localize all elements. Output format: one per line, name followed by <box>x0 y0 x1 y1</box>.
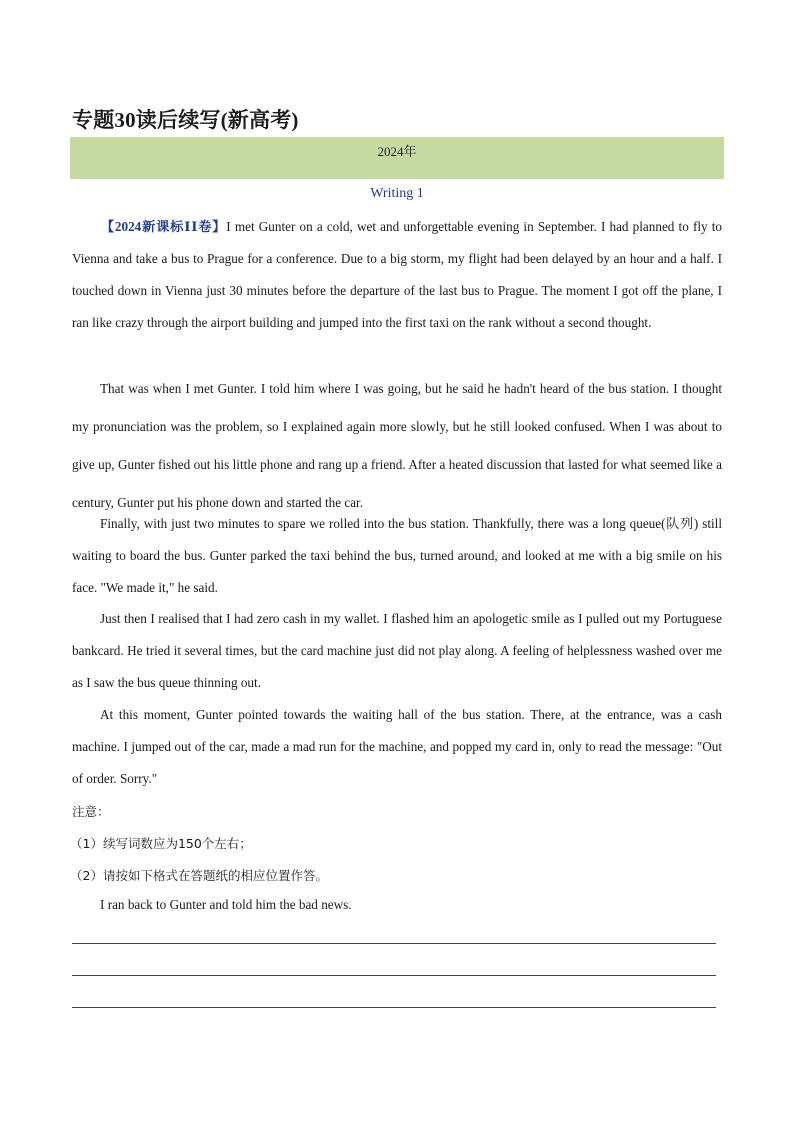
answer-line-1[interactable] <box>72 943 716 944</box>
passage-paragraph-3 <box>72 508 722 604</box>
source-tag: 【2024新课标ⅠⅠ卷】 <box>100 219 227 234</box>
passage-paragraph-4 <box>72 603 722 699</box>
paragraph-1-text: I met Gunter on a cold, wet and unforgettable evening in September. I had planned to fly to Vienna and take a bus to Prague for a conference. Due to a big storm, my flight had been delayed by an hour and a half. I touched down in Vienna just 30 minutes before the departure of the last bus to Prague. The moment I got off the plane, I ran like crazy through the airport building and jumped into the first taxi on the rank without a second thought. <box>72 219 722 330</box>
note-item-2: （2）请按如下格式在答题纸的相应位置作答。 <box>70 868 328 883</box>
note-item-1: （1）续写词数应为150个左右； <box>70 836 252 851</box>
year-label: 2024年 <box>377 144 417 159</box>
answer-line-2[interactable] <box>72 975 716 976</box>
paragraph-5-text: At this moment, Gunter pointed towards the waiting hall of the bus station. There, at the entrance, was a cash machine. I jumped out of the car, made a mad run for the machine, and popped my card in, only to read the message: "Out of order. Sorry." <box>72 707 722 786</box>
year-band <box>70 137 724 179</box>
paragraph-2-text: That was when I met Gunter. I told him where I was going, but he said he hadn't heard of the bus station. I thought my pronunciation was the problem, so I explained again more slowly, but he still looked confused. When I was about to give up, Gunter fished out his little phone and rang up a friend. After a heated discussion that lasted for what seemed like a century, Gunter put his phone down and started the car. <box>72 381 722 510</box>
starter-text: I ran back to Gunter and told him the bad news. <box>100 897 352 912</box>
paragraph-4-text: Just then I realised that I had zero cash in my wallet. I flashed him an apologetic smile as I pulled out my Portuguese bankcard. He tried it several times, but the card machine just did not play along. A feeling of helplessness washed over me as I saw the bus queue thinning out. <box>72 611 722 690</box>
passage-paragraph-1 <box>72 211 722 339</box>
page-title: 专题30读后续写(新高考) <box>72 108 299 132</box>
passage-paragraph-5 <box>72 699 722 795</box>
paragraph-3-text: Finally, with just two minutes to spare we rolled into the bus station. Thankfully, there was a long queue(队列) still waiting to board the bus. Gunter parked the taxi behind the bus, turned around, and looked at me with a big smile on his face. "We made it," he said. <box>72 516 722 595</box>
passage-paragraph-2 <box>72 370 722 522</box>
continuation-starter <box>72 889 722 921</box>
notes-heading: 注意： <box>72 804 110 819</box>
answer-line-3[interactable] <box>72 1007 716 1008</box>
writing-title: Writing 1 <box>370 186 424 201</box>
